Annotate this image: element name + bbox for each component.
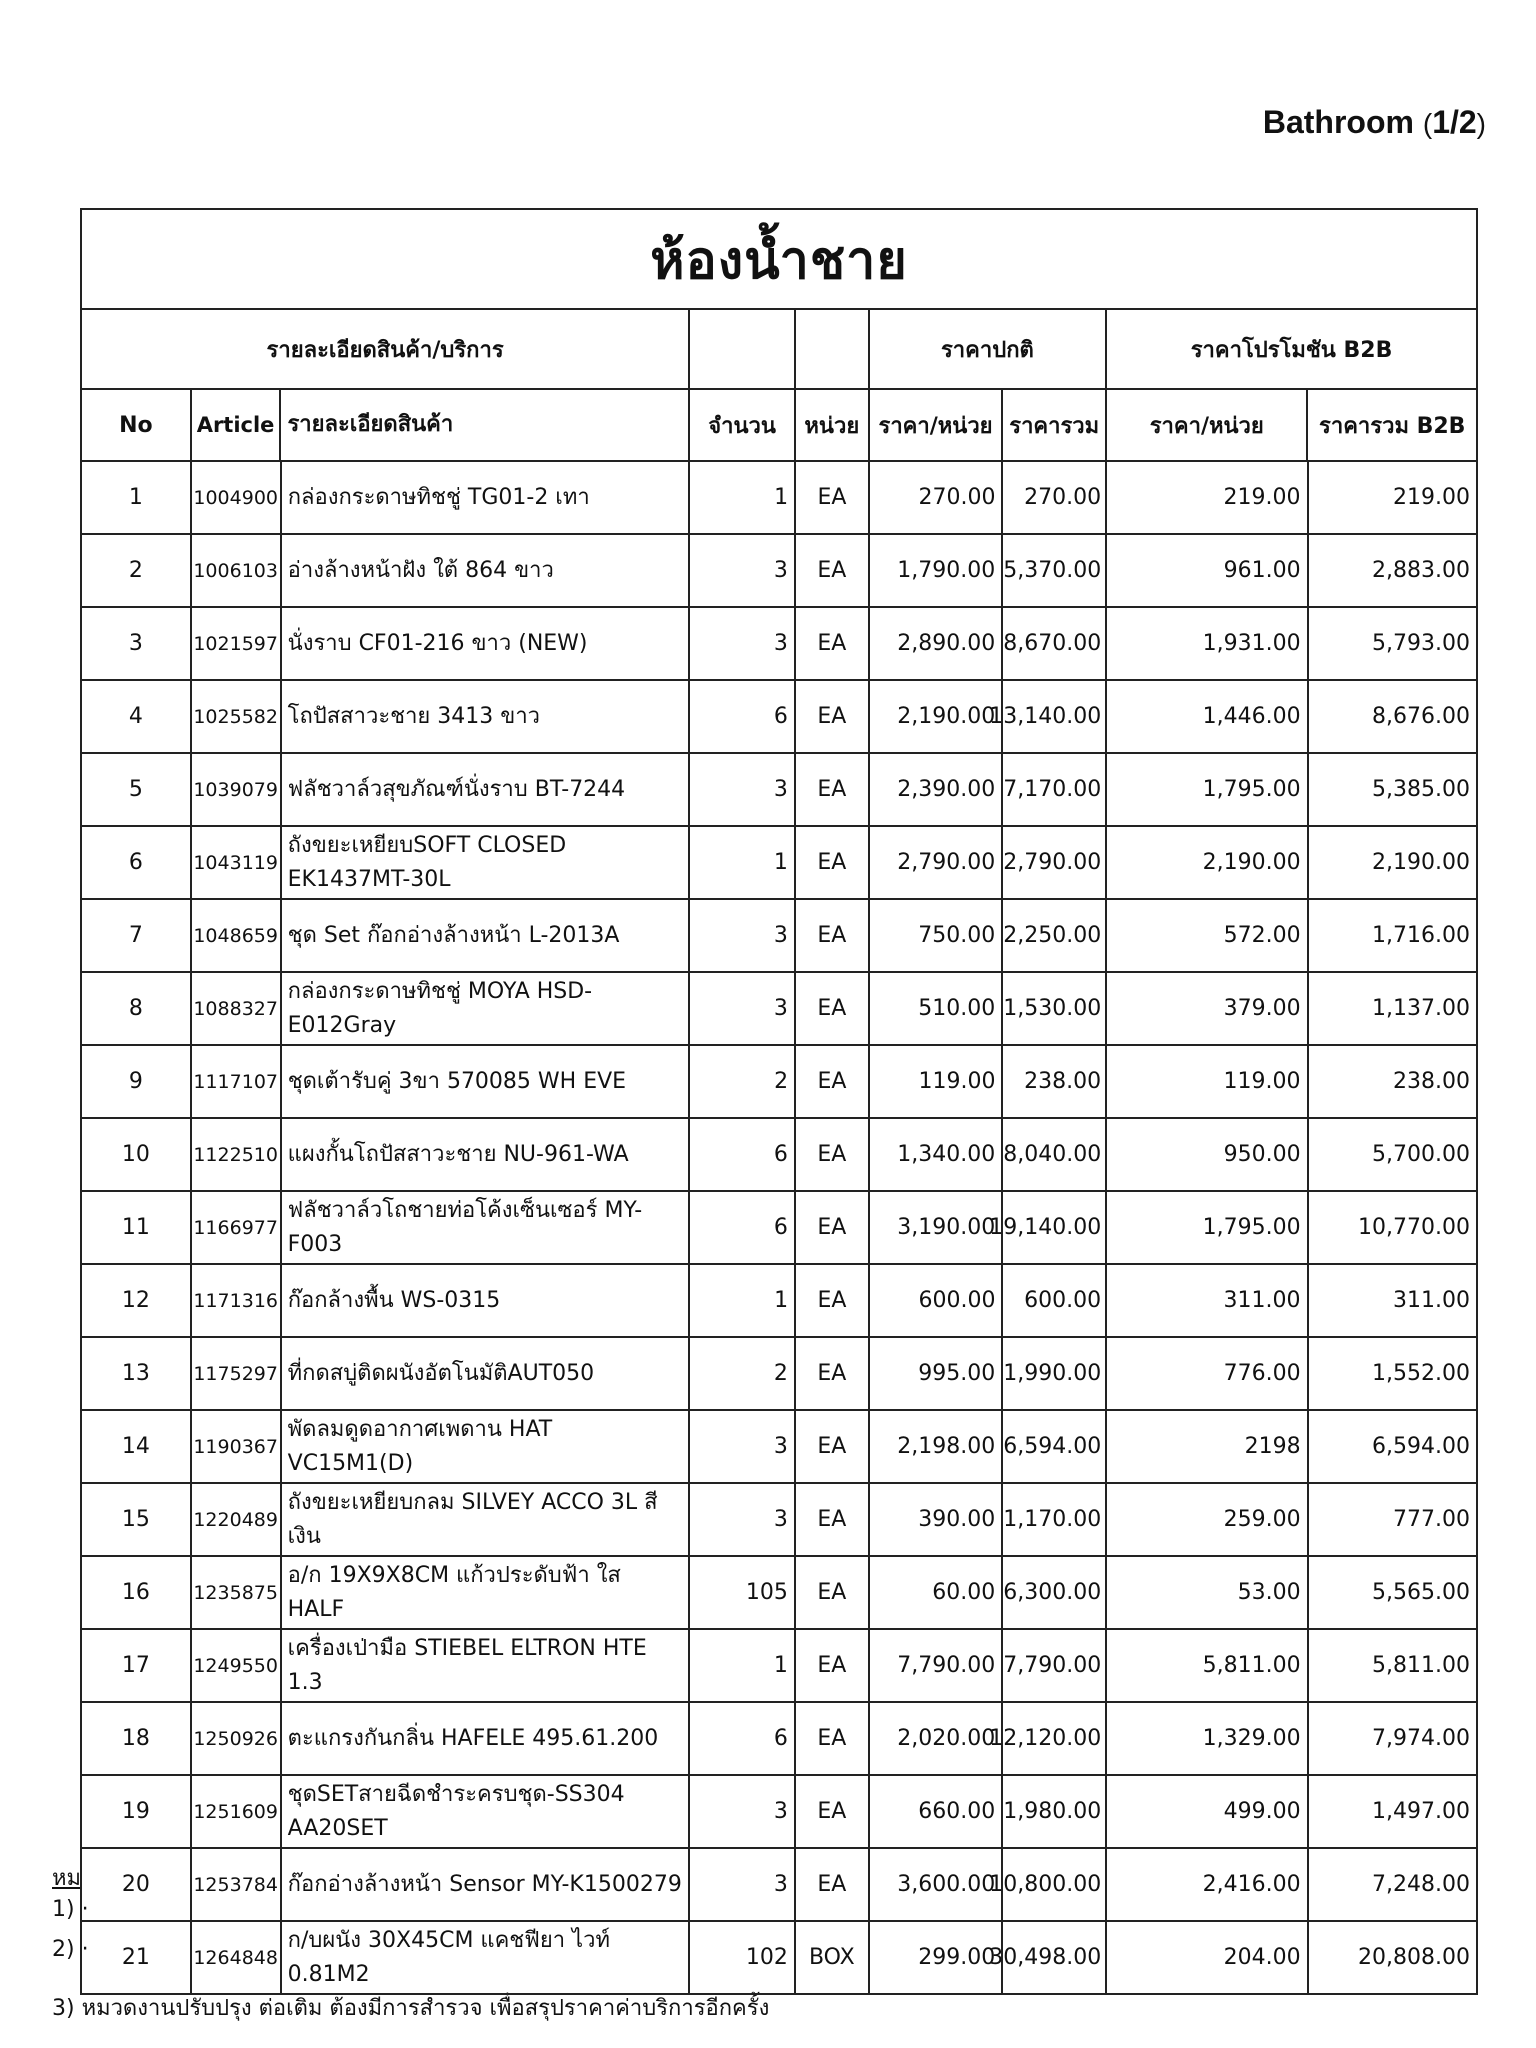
row-b2b-total: 219.00 — [1393, 485, 1470, 510]
row-unit: EA — [796, 1119, 870, 1190]
row-article: 1249550 — [192, 1630, 282, 1701]
row-qty: 6 — [690, 1192, 796, 1263]
header-paren-open: ( — [1422, 108, 1433, 139]
row-article: 1048659 — [192, 900, 282, 971]
row-qty: 3 — [690, 535, 796, 606]
row-unit: EA — [796, 1484, 870, 1555]
row-total: 8,040.00 — [1003, 1119, 1107, 1190]
group-header-empty-qty — [690, 310, 796, 388]
row-description: ถังขยะเหยียบSOFT CLOSED EK1437MT-30L — [282, 827, 691, 898]
row-description: ก๊อกอ่างล้างหน้า Sensor MY-K1500279 — [282, 1849, 691, 1920]
row-description: ก๊อกล้างพื้น WS-0315 — [282, 1265, 691, 1336]
table-row — [82, 535, 1476, 608]
row-b2b-unit-price: 53.00 — [1107, 1557, 1308, 1628]
row-total: 7,170.00 — [1003, 754, 1107, 825]
row-unit: EA — [796, 973, 870, 1044]
notes-title: หม — [52, 1866, 82, 1891]
row-b2b-unit-price: 572.00 — [1107, 900, 1308, 971]
row-total: 7,790.00 — [1003, 1630, 1107, 1701]
table-row — [82, 1046, 1476, 1119]
row-qty: 6 — [690, 1703, 796, 1774]
row-unit-price: 2,198.00 — [870, 1411, 1004, 1482]
page-header-title — [1263, 104, 1486, 141]
row-total: 8,670.00 — [1003, 608, 1107, 679]
row-unit-price: 270.00 — [870, 462, 1004, 533]
row-unit: EA — [796, 1192, 870, 1263]
row-b2b-unit-price: 1,795.00 — [1107, 1192, 1308, 1263]
table-row — [82, 1411, 1476, 1484]
row-no: 11 — [82, 1192, 192, 1263]
row-article: 1250926 — [192, 1703, 282, 1774]
row-unit: EA — [796, 1338, 870, 1409]
row-description: ถังขยะเหยียบกลม SILVEY ACCO 3L สีเงิน — [282, 1484, 691, 1555]
group-header-promo-price: ราคาโปรโมชัน B2B — [1190, 337, 1393, 363]
row-no: 10 — [82, 1119, 192, 1190]
row-total: 19,140.00 — [1003, 1192, 1107, 1263]
table-row — [82, 1849, 1476, 1922]
row-no: 18 — [82, 1703, 192, 1774]
row-b2b-total: 6,594.00 — [1372, 1434, 1471, 1459]
row-unit-price: 750.00 — [870, 900, 1004, 971]
row-unit: EA — [796, 1557, 870, 1628]
row-b2b-unit-price: 2,190.00 — [1107, 827, 1308, 898]
row-unit-price: 2,190.00 — [870, 681, 1004, 752]
table-row — [82, 462, 1476, 535]
row-unit-price: 600.00 — [870, 1265, 1004, 1336]
row-unit-price: 119.00 — [870, 1046, 1004, 1117]
row-b2b-total: 5,700.00 — [1372, 1142, 1471, 1167]
row-total: 6,594.00 — [1003, 1411, 1107, 1482]
row-article: 1171316 — [192, 1265, 282, 1336]
row-b2b-total: 7,248.00 — [1372, 1872, 1471, 1897]
col-header-description: รายละเอียดสินค้า — [281, 390, 690, 460]
row-unit-price: 299.00 — [870, 1922, 1004, 1993]
row-no: 4 — [82, 681, 192, 752]
row-unit: EA — [796, 1630, 870, 1701]
price-table — [80, 208, 1478, 1995]
row-no: 15 — [82, 1484, 192, 1555]
row-no: 20 — [82, 1849, 192, 1920]
row-no: 3 — [82, 608, 192, 679]
row-b2b-unit-price: 2,416.00 — [1107, 1849, 1308, 1920]
row-description: พัดลมดูดอากาศเพดาน HAT VC15M1(D) — [282, 1411, 691, 1482]
note-line-1: 1) · — [52, 1897, 89, 1922]
row-total: 13,140.00 — [1003, 681, 1107, 752]
row-unit-price: 1,790.00 — [870, 535, 1004, 606]
row-article: 1253784 — [192, 1849, 282, 1920]
column-header-row — [82, 390, 1476, 462]
row-b2b-total: 238.00 — [1393, 1069, 1470, 1094]
row-unit: EA — [796, 608, 870, 679]
row-qty: 3 — [690, 900, 796, 971]
row-qty: 2 — [690, 1338, 796, 1409]
row-b2b-total: 5,565.00 — [1372, 1580, 1471, 1605]
row-description: โถปัสสาวะชาย 3413 ขาว — [282, 681, 691, 752]
row-unit: EA — [796, 462, 870, 533]
row-b2b-total: 2,190.00 — [1372, 850, 1471, 875]
row-no: 1 — [82, 462, 192, 533]
row-no: 12 — [82, 1265, 192, 1336]
row-qty: 3 — [690, 973, 796, 1044]
row-no: 9 — [82, 1046, 192, 1117]
row-total: 600.00 — [1003, 1265, 1107, 1336]
table-title: ห้องน้ำชาย — [82, 210, 1476, 310]
table-row — [82, 1776, 1476, 1849]
group-header-row — [82, 310, 1476, 390]
row-total: 10,800.00 — [1003, 1849, 1107, 1920]
table-row — [82, 827, 1476, 900]
row-no: 14 — [82, 1411, 192, 1482]
row-unit: EA — [796, 754, 870, 825]
row-no: 13 — [82, 1338, 192, 1409]
row-b2b-unit-price: 1,446.00 — [1107, 681, 1308, 752]
row-b2b-unit-price: 311.00 — [1107, 1265, 1308, 1336]
row-unit: EA — [796, 535, 870, 606]
table-row — [82, 900, 1476, 973]
row-article: 1039079 — [192, 754, 282, 825]
row-description: ชุดเต้ารับคู่ 3ขา 570085 WH EVE — [282, 1046, 691, 1117]
row-unit-price: 1,340.00 — [870, 1119, 1004, 1190]
row-description: ชุดSETสายฉีดชำระครบชุด-SS304 AA20SET — [282, 1776, 691, 1847]
row-article: 1025582 — [192, 681, 282, 752]
row-unit-price: 995.00 — [870, 1338, 1004, 1409]
row-total: 5,370.00 — [1003, 535, 1107, 606]
row-b2b-total: 1,497.00 — [1372, 1799, 1471, 1824]
row-unit: BOX — [796, 1922, 870, 1993]
header-title-text: Bathroom — [1262, 104, 1414, 140]
row-article: 1117107 — [192, 1046, 282, 1117]
row-unit: EA — [796, 1776, 870, 1847]
row-b2b-total: 1,716.00 — [1372, 923, 1471, 948]
row-description: กล่องกระดาษทิชชู่ TG01-2 เทา — [282, 462, 691, 533]
row-unit-price: 2,020.00 — [870, 1703, 1004, 1774]
row-qty: 105 — [690, 1557, 796, 1628]
header-paren-close: ) — [1476, 108, 1486, 139]
row-unit-price: 510.00 — [870, 973, 1004, 1044]
row-total: 12,120.00 — [1003, 1703, 1107, 1774]
table-body — [82, 462, 1476, 1995]
row-description: กล่องกระดาษทิชชู่ MOYA HSD-E012Gray — [282, 973, 691, 1044]
row-qty: 3 — [690, 1776, 796, 1847]
table-row — [82, 608, 1476, 681]
table-row — [82, 1192, 1476, 1265]
row-qty: 3 — [690, 1484, 796, 1555]
row-b2b-unit-price: 499.00 — [1107, 1776, 1308, 1847]
row-b2b-unit-price: 1,329.00 — [1107, 1703, 1308, 1774]
header-page-number: 1/2 — [1432, 104, 1477, 140]
row-no: 5 — [82, 754, 192, 825]
row-unit-price: 2,390.00 — [870, 754, 1004, 825]
row-qty: 3 — [690, 1411, 796, 1482]
row-description: ที่กดสบู่ติดผนังอัตโนมัติAUT050 — [282, 1338, 691, 1409]
row-total: 1,990.00 — [1003, 1338, 1107, 1409]
row-unit-price: 2,890.00 — [870, 608, 1004, 679]
row-b2b-unit-price: 961.00 — [1107, 535, 1308, 606]
table-row — [82, 754, 1476, 827]
table-row — [82, 973, 1476, 1046]
row-article: 1220489 — [192, 1484, 282, 1555]
table-row — [82, 1338, 1476, 1411]
row-qty: 6 — [690, 681, 796, 752]
row-article: 1088327 — [192, 973, 282, 1044]
row-no: 21 — [82, 1922, 192, 1993]
row-b2b-total: 1,137.00 — [1372, 996, 1471, 1021]
note-line-2: 2) · — [52, 1937, 89, 1962]
row-unit: EA — [796, 1265, 870, 1336]
row-total: 1,170.00 — [1003, 1484, 1107, 1555]
row-article: 1122510 — [192, 1119, 282, 1190]
row-qty: 1 — [690, 462, 796, 533]
row-description: แผงกั้นโถปัสสาวะชาย NU-961-WA — [282, 1119, 691, 1190]
row-b2b-total: 311.00 — [1393, 1288, 1470, 1313]
row-unit-price: 3,190.00 — [870, 1192, 1004, 1263]
row-no: 16 — [82, 1557, 192, 1628]
row-article: 1175297 — [192, 1338, 282, 1409]
col-header-total: ราคารวม — [1003, 390, 1107, 460]
row-no: 19 — [82, 1776, 192, 1847]
row-description: อ่างล้างหน้าฝัง ใต้ 864 ขาว — [282, 535, 691, 606]
row-b2b-unit-price: 119.00 — [1107, 1046, 1308, 1117]
row-unit: EA — [796, 681, 870, 752]
row-article: 1021597 — [192, 608, 282, 679]
row-no: 7 — [82, 900, 192, 971]
table-row — [82, 1703, 1476, 1776]
row-b2b-total: 5,811.00 — [1372, 1653, 1471, 1678]
row-article: 1251609 — [192, 1776, 282, 1847]
table-row — [82, 1265, 1476, 1338]
row-unit: EA — [796, 827, 870, 898]
row-unit: EA — [796, 1703, 870, 1774]
table-row — [82, 1922, 1476, 1995]
row-unit: EA — [796, 900, 870, 971]
row-description: นั่งราบ CF01-216 ขาว (NEW) — [282, 608, 691, 679]
col-header-unit: หน่วย — [796, 390, 870, 460]
table-row — [82, 1484, 1476, 1557]
row-b2b-total: 5,385.00 — [1372, 777, 1471, 802]
row-b2b-total: 5,793.00 — [1372, 631, 1471, 656]
row-article: 1006103 — [192, 535, 282, 606]
row-total: 270.00 — [1003, 462, 1107, 533]
row-qty: 3 — [690, 1849, 796, 1920]
table-row — [82, 681, 1476, 754]
row-article: 1235875 — [192, 1557, 282, 1628]
row-description: ฟลัชวาล์วโถชายท่อโค้งเซ็นเซอร์ MY-F003 — [282, 1192, 691, 1263]
row-b2b-unit-price: 259.00 — [1107, 1484, 1308, 1555]
row-description: ก/บผนัง 30X45CM แคชฟียา ไวท์ 0.81M2 — [282, 1922, 691, 1993]
row-b2b-total: 777.00 — [1393, 1507, 1471, 1532]
row-b2b-unit-price: 1,795.00 — [1107, 754, 1308, 825]
row-qty: 2 — [690, 1046, 796, 1117]
group-header-normal-price: ราคาปกติ — [870, 310, 1107, 388]
row-article: 1264848 — [192, 1922, 282, 1993]
row-unit: EA — [796, 1046, 870, 1117]
row-total: 1,530.00 — [1003, 973, 1107, 1044]
row-unit-price: 7,790.00 — [870, 1630, 1004, 1701]
row-unit-price: 390.00 — [870, 1484, 1004, 1555]
row-b2b-unit-price: 379.00 — [1107, 973, 1308, 1044]
row-b2b-unit-price: 776.00 — [1107, 1338, 1308, 1409]
row-b2b-unit-price: 1,931.00 — [1107, 608, 1308, 679]
row-qty: 3 — [690, 608, 796, 679]
row-description: ฟลัชวาล์วสุขภัณฑ์นั่งราบ BT-7244 — [282, 754, 691, 825]
row-description: อ/ก 19X9X8CM แก้วประดับฟ้า ใส HALF — [282, 1557, 691, 1628]
row-article: 1004900 — [192, 462, 282, 533]
row-no: 8 — [82, 973, 192, 1044]
row-b2b-total: 2,883.00 — [1372, 558, 1471, 583]
group-header-empty-unit — [796, 310, 870, 388]
row-b2b-total: 20,808.00 — [1358, 1945, 1471, 1970]
row-article: 1166977 — [192, 1192, 282, 1263]
row-description: เครื่องเป่ามือ STIEBEL ELTRON HTE 1.3 — [282, 1630, 691, 1701]
row-qty: 1 — [690, 1265, 796, 1336]
row-b2b-total: 7,974.00 — [1372, 1726, 1471, 1751]
row-b2b-total: 1,552.00 — [1372, 1361, 1471, 1386]
row-qty: 1 — [690, 827, 796, 898]
row-article: 1043119 — [192, 827, 282, 898]
group-header-details: รายละเอียดสินค้า/บริการ — [82, 310, 690, 388]
row-unit-price: 2,790.00 — [870, 827, 1004, 898]
row-unit: EA — [796, 1411, 870, 1482]
row-qty: 6 — [690, 1119, 796, 1190]
row-b2b-unit-price: 219.00 — [1107, 462, 1308, 533]
col-header-b2b-unit-price: ราคา/หน่วย — [1107, 390, 1308, 460]
col-header-unit-price: ราคา/หน่วย — [870, 390, 1004, 460]
row-article: 1190367 — [192, 1411, 282, 1482]
price-table-frame — [80, 208, 1478, 1995]
row-no: 2 — [82, 535, 192, 606]
col-header-no: No — [82, 390, 192, 460]
row-total: 6,300.00 — [1003, 1557, 1107, 1628]
row-unit-price: 660.00 — [870, 1776, 1004, 1847]
row-b2b-unit-price: 204.00 — [1107, 1922, 1308, 1993]
row-total: 30,498.00 — [1003, 1922, 1107, 1993]
row-no: 6 — [82, 827, 192, 898]
row-qty: 102 — [690, 1922, 796, 1993]
table-row — [82, 1119, 1476, 1192]
row-b2b-unit-price: 2198 — [1107, 1411, 1308, 1482]
row-total: 2,250.00 — [1003, 900, 1107, 971]
row-total: 2,790.00 — [1003, 827, 1107, 898]
row-no: 17 — [82, 1630, 192, 1701]
row-unit-price: 3,600.00 — [870, 1849, 1004, 1920]
table-row — [82, 1557, 1476, 1630]
table-row — [82, 1630, 1476, 1703]
row-b2b-unit-price: 5,811.00 — [1107, 1630, 1308, 1701]
row-total: 238.00 — [1003, 1046, 1107, 1117]
row-description: ชุด Set ก๊อกอ่างล้างหน้า L-2013A — [282, 900, 691, 971]
row-qty: 3 — [690, 754, 796, 825]
col-header-article: Article — [192, 390, 282, 460]
row-total: 1,980.00 — [1003, 1776, 1107, 1847]
row-qty: 1 — [690, 1630, 796, 1701]
row-b2b-unit-price: 950.00 — [1107, 1119, 1308, 1190]
row-unit: EA — [796, 1849, 870, 1920]
row-description: ตะแกรงกันกลิ่น HAFELE 495.61.200 — [282, 1703, 691, 1774]
row-b2b-total: 10,770.00 — [1358, 1215, 1471, 1240]
col-header-b2b-total: ราคารวม B2B — [1319, 413, 1466, 439]
row-b2b-total: 8,676.00 — [1372, 704, 1471, 729]
col-header-qty: จำนวน — [690, 390, 796, 460]
row-unit-price: 60.00 — [870, 1557, 1004, 1628]
note-line-3: 3) หมวดงานปรับปรุง ต่อเติม ต้องมีการสำรวจ เพื่อสรุปราคาค่าบริการอีกครั้ง — [52, 1996, 770, 2021]
